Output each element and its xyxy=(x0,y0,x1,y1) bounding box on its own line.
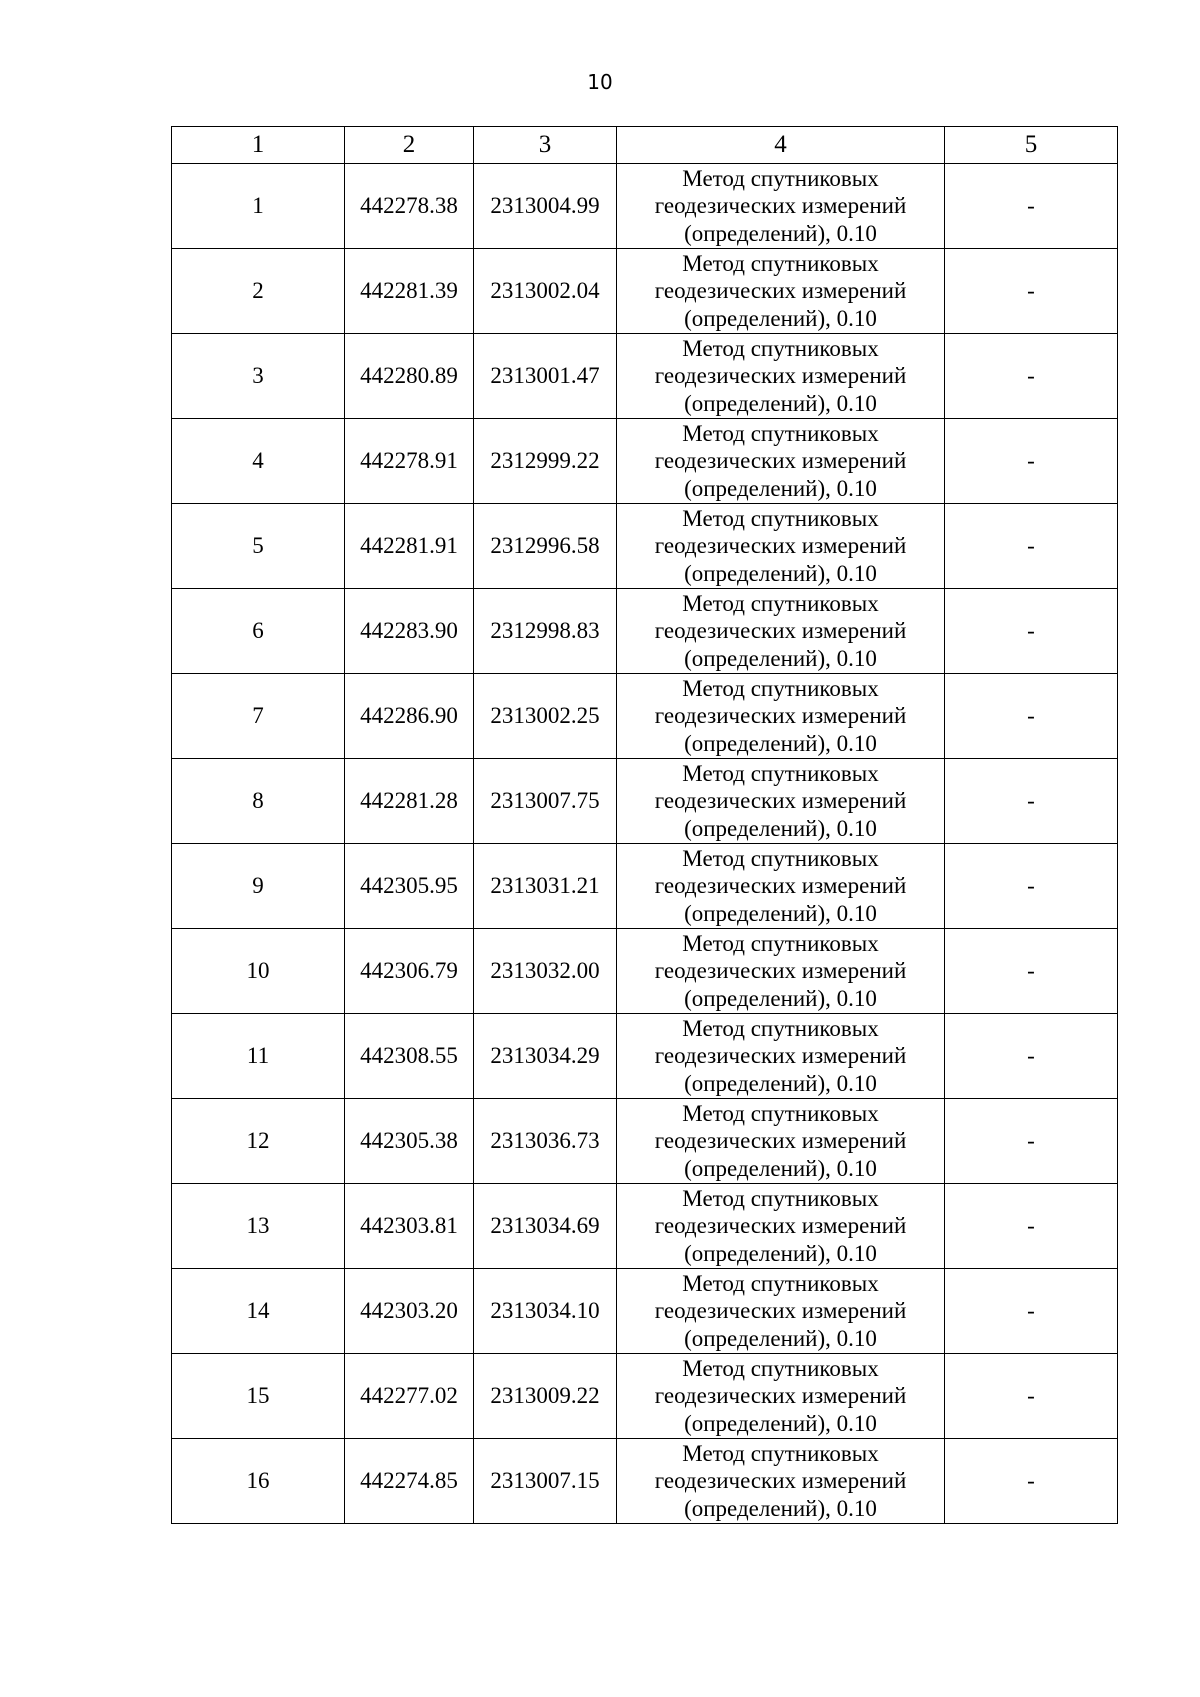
method-line: Метод спутниковых xyxy=(682,1100,879,1126)
note-cell: - xyxy=(945,844,1118,929)
method-line: (определений), 0.10 xyxy=(684,1240,877,1266)
header-row xyxy=(172,127,1118,164)
note-cell: - xyxy=(945,1184,1118,1269)
x-coordinate-cell: 442281.28 xyxy=(345,759,474,844)
note-cell: - xyxy=(945,589,1118,674)
method-line: геодезических измерений xyxy=(654,958,907,984)
table-row xyxy=(172,249,1118,334)
method-line: Метод спутниковых xyxy=(682,420,879,446)
method-line: (определений), 0.10 xyxy=(684,730,877,756)
method-line: геодезических измерений xyxy=(654,618,907,644)
point-number-cell: 9 xyxy=(172,844,345,929)
method-line: (определений), 0.10 xyxy=(684,220,877,246)
point-number-cell: 5 xyxy=(172,504,345,589)
x-coordinate-cell: 442306.79 xyxy=(345,929,474,1014)
y-coordinate-cell: 2312998.83 xyxy=(474,589,617,674)
note-cell: - xyxy=(945,1269,1118,1354)
point-number-cell: 16 xyxy=(172,1439,345,1524)
note-cell: - xyxy=(945,249,1118,334)
method-cell xyxy=(617,1184,945,1269)
method-cell xyxy=(617,1439,945,1524)
method-line: (определений), 0.10 xyxy=(684,305,877,331)
method-line: (определений), 0.10 xyxy=(684,985,877,1011)
x-coordinate-cell: 442305.95 xyxy=(345,844,474,929)
method-line: Метод спутниковых xyxy=(682,505,879,531)
note-cell: - xyxy=(945,1439,1118,1524)
table-body xyxy=(172,164,1118,1524)
method-cell xyxy=(617,759,945,844)
y-coordinate-cell: 2313031.21 xyxy=(474,844,617,929)
method-cell xyxy=(617,1269,945,1354)
method-line: (определений), 0.10 xyxy=(684,475,877,501)
table-row xyxy=(172,1099,1118,1184)
method-cell xyxy=(617,844,945,929)
y-coordinate-cell: 2313001.47 xyxy=(474,334,617,419)
method-line: геодезических измерений xyxy=(654,1128,907,1154)
note-cell: - xyxy=(945,674,1118,759)
note-cell: - xyxy=(945,419,1118,504)
method-line: геодезических измерений xyxy=(654,1043,907,1069)
method-line: Метод спутниковых xyxy=(682,590,879,616)
page-number: 10 xyxy=(587,70,613,94)
x-coordinate-cell: 442274.85 xyxy=(345,1439,474,1524)
method-cell xyxy=(617,929,945,1014)
method-line: Метод спутниковых xyxy=(682,930,879,956)
method-line: (определений), 0.10 xyxy=(684,645,877,671)
note-cell: - xyxy=(945,334,1118,419)
table-row xyxy=(172,504,1118,589)
y-coordinate-cell: 2313009.22 xyxy=(474,1354,617,1439)
method-line: Метод спутниковых xyxy=(682,675,879,701)
table-row xyxy=(172,419,1118,504)
method-line: (определений), 0.10 xyxy=(684,1410,877,1436)
method-line: (определений), 0.10 xyxy=(684,390,877,416)
table-row xyxy=(172,1439,1118,1524)
method-line: геодезических измерений xyxy=(654,1298,907,1324)
header-col-3: 3 xyxy=(474,127,617,164)
method-line: Метод спутниковых xyxy=(682,1440,879,1466)
x-coordinate-cell: 442286.90 xyxy=(345,674,474,759)
y-coordinate-cell: 2313007.15 xyxy=(474,1439,617,1524)
x-coordinate-cell: 442281.39 xyxy=(345,249,474,334)
method-cell xyxy=(617,589,945,674)
x-coordinate-cell: 442283.90 xyxy=(345,589,474,674)
header-col-5: 5 xyxy=(945,127,1118,164)
point-number-cell: 13 xyxy=(172,1184,345,1269)
table-row xyxy=(172,334,1118,419)
method-line: геодезических измерений xyxy=(654,873,907,899)
y-coordinate-cell: 2313002.04 xyxy=(474,249,617,334)
method-cell xyxy=(617,334,945,419)
method-line: геодезических измерений xyxy=(654,1213,907,1239)
method-line: Метод спутниковых xyxy=(682,1270,879,1296)
method-line: геодезических измерений xyxy=(654,788,907,814)
point-number-cell: 14 xyxy=(172,1269,345,1354)
method-line: геодезических измерений xyxy=(654,1383,907,1409)
table-row xyxy=(172,1014,1118,1099)
table-row xyxy=(172,589,1118,674)
coordinates-table xyxy=(171,126,1118,1524)
x-coordinate-cell: 442281.91 xyxy=(345,504,474,589)
point-number-cell: 12 xyxy=(172,1099,345,1184)
point-number-cell: 7 xyxy=(172,674,345,759)
method-cell xyxy=(617,1099,945,1184)
note-cell: - xyxy=(945,759,1118,844)
x-coordinate-cell: 442280.89 xyxy=(345,334,474,419)
point-number-cell: 3 xyxy=(172,334,345,419)
method-line: (определений), 0.10 xyxy=(684,1325,877,1351)
point-number-cell: 1 xyxy=(172,164,345,249)
note-cell: - xyxy=(945,1354,1118,1439)
method-line: Метод спутниковых xyxy=(682,250,879,276)
x-coordinate-cell: 442303.81 xyxy=(345,1184,474,1269)
method-cell xyxy=(617,1014,945,1099)
table-row xyxy=(172,164,1118,249)
x-coordinate-cell: 442308.55 xyxy=(345,1014,474,1099)
method-line: Метод спутниковых xyxy=(682,1355,879,1381)
point-number-cell: 4 xyxy=(172,419,345,504)
method-cell xyxy=(617,674,945,759)
method-cell xyxy=(617,164,945,249)
method-line: (определений), 0.10 xyxy=(684,560,877,586)
header-col-4: 4 xyxy=(617,127,945,164)
y-coordinate-cell: 2312996.58 xyxy=(474,504,617,589)
method-line: геодезических измерений xyxy=(654,1468,907,1494)
note-cell: - xyxy=(945,1099,1118,1184)
x-coordinate-cell: 442277.02 xyxy=(345,1354,474,1439)
point-number-cell: 8 xyxy=(172,759,345,844)
table-row xyxy=(172,1269,1118,1354)
method-cell xyxy=(617,504,945,589)
y-coordinate-cell: 2313007.75 xyxy=(474,759,617,844)
method-cell xyxy=(617,419,945,504)
method-line: (определений), 0.10 xyxy=(684,815,877,841)
x-coordinate-cell: 442278.91 xyxy=(345,419,474,504)
y-coordinate-cell: 2313034.69 xyxy=(474,1184,617,1269)
method-line: (определений), 0.10 xyxy=(684,1495,877,1521)
y-coordinate-cell: 2313034.10 xyxy=(474,1269,617,1354)
y-coordinate-cell: 2313004.99 xyxy=(474,164,617,249)
table-header xyxy=(172,127,1118,164)
x-coordinate-cell: 442303.20 xyxy=(345,1269,474,1354)
method-line: геодезических измерений xyxy=(654,448,907,474)
method-cell xyxy=(617,249,945,334)
table-row xyxy=(172,1184,1118,1269)
method-line: Метод спутниковых xyxy=(682,760,879,786)
point-number-cell: 10 xyxy=(172,929,345,1014)
method-line: Метод спутниковых xyxy=(682,845,879,871)
note-cell: - xyxy=(945,504,1118,589)
method-line: Метод спутниковых xyxy=(682,165,879,191)
method-cell xyxy=(617,1354,945,1439)
method-line: Метод спутниковых xyxy=(682,335,879,361)
x-coordinate-cell: 442278.38 xyxy=(345,164,474,249)
method-line: геодезических измерений xyxy=(654,278,907,304)
note-cell: - xyxy=(945,929,1118,1014)
point-number-cell: 11 xyxy=(172,1014,345,1099)
method-line: геодезических измерений xyxy=(654,703,907,729)
point-number-cell: 6 xyxy=(172,589,345,674)
y-coordinate-cell: 2313032.00 xyxy=(474,929,617,1014)
method-line: геодезических измерений xyxy=(654,193,907,219)
y-coordinate-cell: 2312999.22 xyxy=(474,419,617,504)
note-cell: - xyxy=(945,164,1118,249)
x-coordinate-cell: 442305.38 xyxy=(345,1099,474,1184)
method-line: геодезических измерений xyxy=(654,363,907,389)
y-coordinate-cell: 2313002.25 xyxy=(474,674,617,759)
y-coordinate-cell: 2313036.73 xyxy=(474,1099,617,1184)
y-coordinate-cell: 2313034.29 xyxy=(474,1014,617,1099)
method-line: геодезических измерений xyxy=(654,533,907,559)
method-line: (определений), 0.10 xyxy=(684,1155,877,1181)
point-number-cell: 2 xyxy=(172,249,345,334)
table-row xyxy=(172,759,1118,844)
point-number-cell: 15 xyxy=(172,1354,345,1439)
method-line: Метод спутниковых xyxy=(682,1185,879,1211)
note-cell: - xyxy=(945,1014,1118,1099)
method-line: (определений), 0.10 xyxy=(684,1070,877,1096)
method-line: (определений), 0.10 xyxy=(684,900,877,926)
header-col-1: 1 xyxy=(172,127,345,164)
method-line: Метод спутниковых xyxy=(682,1015,879,1041)
table-row xyxy=(172,1354,1118,1439)
table-row xyxy=(172,674,1118,759)
table-row xyxy=(172,929,1118,1014)
header-col-2: 2 xyxy=(345,127,474,164)
table-row xyxy=(172,844,1118,929)
